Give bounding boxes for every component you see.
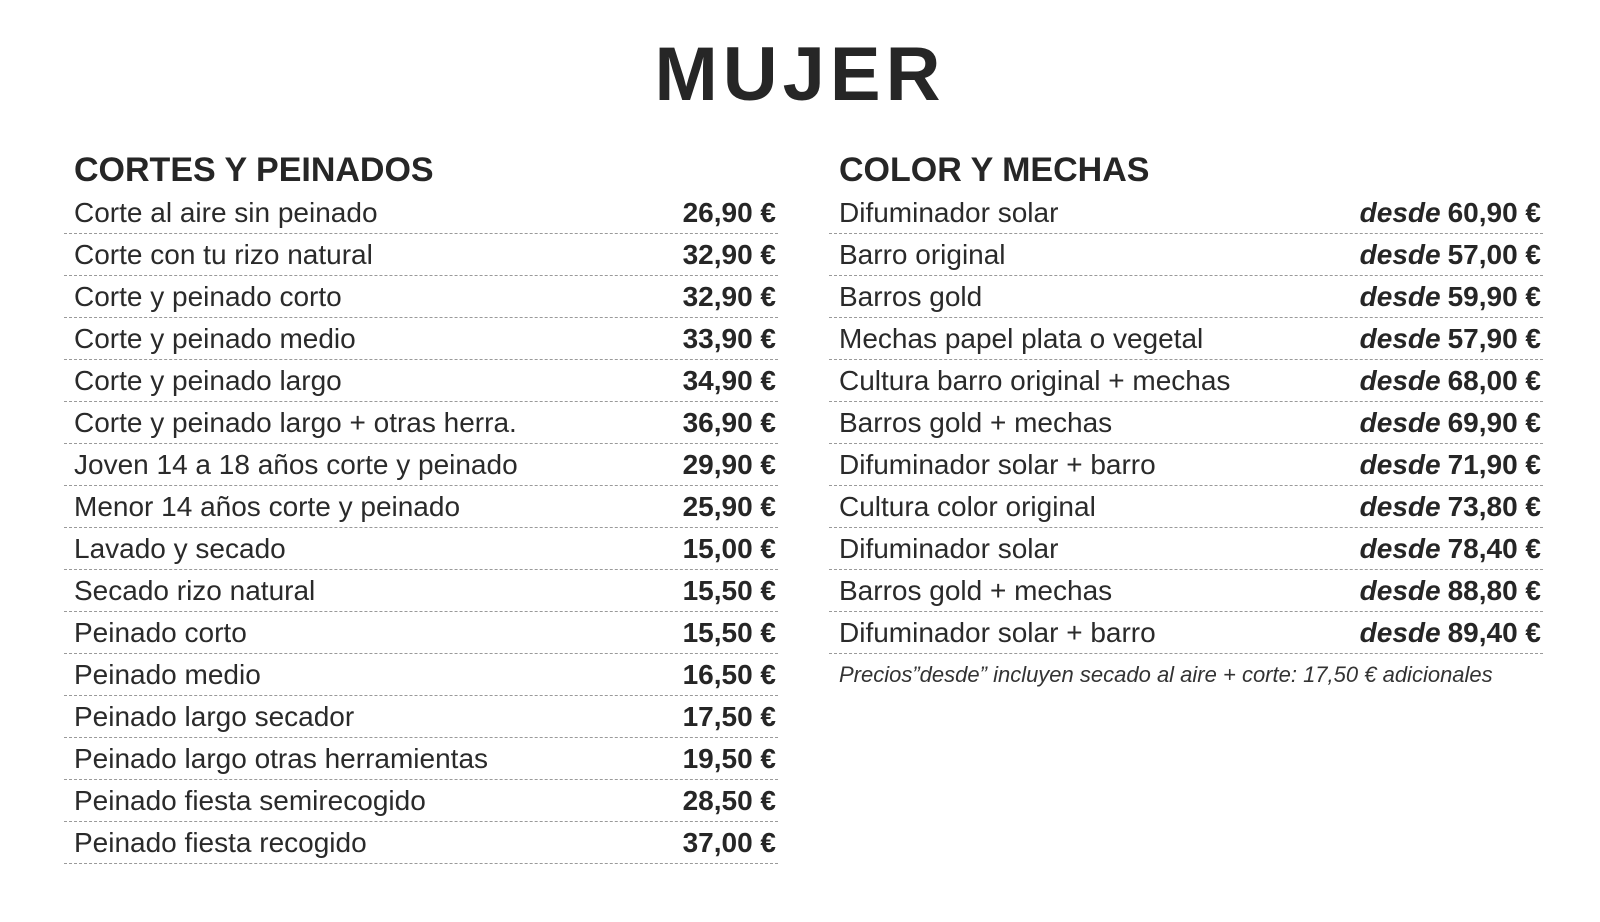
price-row: [64, 234, 778, 276]
cortes-price-list: [64, 192, 778, 864]
price-prefix: desde: [1359, 406, 1441, 438]
service-name: Peinado largo otras herramientas: [74, 742, 489, 774]
service-price: [683, 407, 776, 439]
service-price: [1360, 323, 1541, 355]
service-name: Lavado y secado: [74, 532, 286, 564]
price-row: [64, 654, 778, 696]
service-name: Difuminador solar + barro: [839, 616, 1156, 648]
price-row: [829, 570, 1543, 612]
price-value: 78,40 €: [1447, 532, 1541, 564]
price-row: [829, 318, 1543, 360]
service-name: Difuminador solar: [839, 196, 1059, 228]
price-value: 57,00 €: [1447, 238, 1541, 270]
service-name: Barros gold + mechas: [839, 406, 1113, 438]
service-name: Cultura color original: [839, 490, 1096, 522]
service-name: Peinado fiesta recogido: [74, 826, 367, 858]
price-prefix: desde: [1359, 196, 1441, 228]
price-row: [64, 738, 778, 780]
service-price: [1360, 617, 1541, 649]
price-value: 29,90 €: [682, 448, 776, 480]
service-name: Difuminador solar: [839, 532, 1059, 564]
service-name: Barro original: [839, 238, 1006, 270]
price-row: [64, 822, 778, 864]
price-prefix: desde: [1359, 238, 1441, 270]
cortes-section: [64, 148, 778, 864]
price-value: 15,50 €: [682, 574, 776, 606]
page-title: MUJER: [654, 32, 946, 117]
price-row: [64, 486, 778, 528]
service-price: [683, 365, 776, 397]
service-price: [1360, 197, 1541, 229]
service-price: [683, 701, 776, 733]
price-row: [829, 192, 1543, 234]
price-row: [64, 696, 778, 738]
service-price: [1360, 533, 1541, 565]
service-price: [1360, 449, 1541, 481]
service-name: Barros gold + mechas: [839, 574, 1113, 606]
price-row: [64, 192, 778, 234]
price-row: [64, 780, 778, 822]
service-price: [683, 281, 776, 313]
service-price: [683, 197, 776, 229]
price-row: [829, 360, 1543, 402]
service-price: [683, 659, 776, 691]
price-prefix: desde: [1359, 616, 1441, 648]
color-footnote: Precios”desde” incluyen secado al aire + corte: 17,50 € adicionales: [839, 662, 1493, 687]
service-price: [683, 323, 776, 355]
price-row: [829, 612, 1543, 654]
color-price-list: [829, 192, 1543, 654]
price-row: [64, 276, 778, 318]
service-price: [683, 491, 776, 523]
price-value: 15,50 €: [682, 616, 776, 648]
price-prefix: desde: [1359, 364, 1441, 396]
price-value: 59,90 €: [1447, 280, 1541, 312]
price-row: [64, 528, 778, 570]
price-value: 34,90 €: [682, 364, 776, 396]
price-row: [829, 402, 1543, 444]
price-prefix: desde: [1359, 322, 1441, 354]
price-value: 17,50 €: [682, 700, 776, 732]
service-name: Peinado largo secador: [74, 700, 355, 732]
service-name: Peinado fiesta semirecogido: [74, 784, 426, 816]
price-row: [64, 360, 778, 402]
service-price: [683, 827, 776, 859]
service-name: Corte y peinado largo + otras herra.: [74, 406, 517, 438]
color-section: [829, 148, 1543, 688]
service-price: [1360, 407, 1541, 439]
service-price: [683, 617, 776, 649]
price-row: [829, 528, 1543, 570]
price-value: 32,90 €: [682, 280, 776, 312]
price-row: [64, 318, 778, 360]
service-name: Barros gold: [839, 280, 983, 312]
service-name: Mechas papel plata o vegetal: [839, 322, 1204, 354]
price-value: 57,90 €: [1447, 322, 1541, 354]
price-value: 26,90 €: [682, 196, 776, 228]
price-value: 73,80 €: [1447, 490, 1541, 522]
price-value: 60,90 €: [1447, 196, 1541, 228]
price-prefix: desde: [1359, 490, 1441, 522]
price-prefix: desde: [1359, 280, 1441, 312]
service-name: Corte y peinado corto: [74, 280, 342, 312]
price-value: 68,00 €: [1447, 364, 1541, 396]
service-name: Difuminador solar + barro: [839, 448, 1156, 480]
price-value: 88,80 €: [1447, 574, 1541, 606]
price-value: 71,90 €: [1447, 448, 1541, 480]
service-name: Cultura barro original + mechas: [839, 364, 1231, 396]
service-name: Corte al aire sin peinado: [74, 196, 378, 228]
price-prefix: desde: [1359, 448, 1441, 480]
service-name: Joven 14 a 18 años corte y peinado: [74, 448, 518, 480]
service-name: Secado rizo natural: [74, 574, 316, 606]
price-value: 15,00 €: [682, 532, 776, 564]
service-price: [1360, 491, 1541, 523]
price-row: [829, 276, 1543, 318]
service-price: [683, 449, 776, 481]
price-value: 36,90 €: [682, 406, 776, 438]
service-name: Peinado corto: [74, 616, 247, 648]
price-row: [64, 402, 778, 444]
service-price: [1360, 575, 1541, 607]
price-value: 25,90 €: [682, 490, 776, 522]
service-price: [683, 743, 776, 775]
price-value: 69,90 €: [1447, 406, 1541, 438]
price-value: 89,40 €: [1447, 616, 1541, 648]
service-price: [683, 785, 776, 817]
price-value: 16,50 €: [682, 658, 776, 690]
price-prefix: desde: [1359, 574, 1441, 606]
service-price: [1360, 365, 1541, 397]
service-name: Corte y peinado largo: [74, 364, 342, 396]
service-price: [1360, 281, 1541, 313]
color-heading: COLOR Y MECHAS: [839, 151, 1150, 189]
price-row: [64, 570, 778, 612]
price-value: 28,50 €: [682, 784, 776, 816]
price-value: 33,90 €: [682, 322, 776, 354]
price-row: [829, 234, 1543, 276]
service-price: [683, 239, 776, 271]
price-value: 37,00 €: [682, 826, 776, 858]
service-name: Corte con tu rizo natural: [74, 238, 373, 270]
price-row: [64, 444, 778, 486]
price-row: [829, 444, 1543, 486]
service-name: Peinado medio: [74, 658, 261, 690]
service-price: [683, 575, 776, 607]
price-row: [64, 612, 778, 654]
service-price: [1360, 239, 1541, 271]
price-value: 32,90 €: [682, 238, 776, 270]
service-price: [683, 533, 776, 565]
cortes-heading: CORTES Y PEINADOS: [74, 151, 434, 189]
service-name: Menor 14 años corte y peinado: [74, 490, 461, 522]
service-name: Corte y peinado medio: [74, 322, 356, 354]
price-row: [829, 486, 1543, 528]
price-value: 19,50 €: [682, 742, 776, 774]
price-prefix: desde: [1359, 532, 1441, 564]
